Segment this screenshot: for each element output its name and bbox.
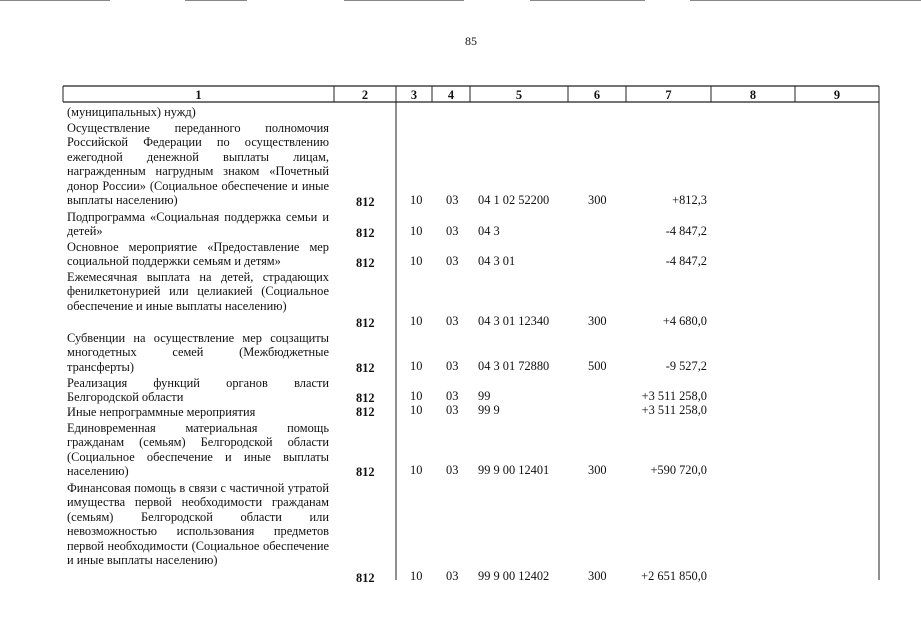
table-cell-amount: +4 680,0: [662, 314, 707, 328]
table-cell-code: 812: [356, 226, 375, 240]
table-cell-section: 10: [410, 389, 423, 403]
table-cell-code: 812: [356, 316, 375, 330]
table-cell-section: 10: [410, 224, 423, 238]
table-cell-section: 10: [410, 403, 423, 417]
col-header-5: 5: [515, 88, 523, 102]
table-cell-type: 300: [588, 193, 607, 207]
table-row-description: Единовременная материальная помощь гражданам (семьям) Белгородской области (Социальное обеспечение и иные выплаты населению): [67, 421, 329, 479]
table-cell-target: 04 1 02 52200: [478, 193, 550, 207]
page-number: 85: [465, 34, 477, 48]
table-cell-amount: -4 847,2: [665, 224, 707, 238]
table-cell-code: 812: [356, 256, 375, 270]
col-header-9: 9: [833, 88, 841, 102]
table-cell-amount: +3 511 258,0: [641, 403, 707, 417]
table-cell-section: 10: [410, 254, 423, 268]
table-cell-subsection: 03: [446, 403, 459, 417]
table-cell-subsection: 03: [446, 193, 459, 207]
table-cell-section: 10: [410, 314, 423, 328]
table-cell-code: 812: [356, 465, 375, 479]
table-cell-amount: +812,3: [672, 193, 707, 207]
col-header-3: 3: [410, 88, 418, 102]
table-cell-code: 812: [356, 391, 375, 405]
table-row-description: (муниципальных) нужд): [67, 105, 196, 119]
table-cell-subsection: 03: [446, 389, 459, 403]
col-header-7: 7: [665, 88, 672, 102]
table-row-description: Финансовая помощь в связи с частичной утратой имущества первой необходимости гражданам (семьям) Белгородской области или невозможностью использования предметов первой необходимости (Социальное обеспечение и иные выплаты населению): [67, 481, 329, 568]
table-cell-amount: +3 511 258,0: [641, 389, 707, 403]
table-cell-subsection: 03: [446, 314, 459, 328]
table-cell-section: 10: [410, 193, 423, 207]
table-row-description: Осуществление переданного полномочия Российской Федерации по осуществлению ежегодной денежной выплаты лицам, награжденным нагрудным знаком «Почетный донор России» (Социальное обеспечение и иные выплаты населению): [67, 121, 329, 208]
table-row-description: Субвенции на осуществление мер соцзащиты многодетных семей (Межбюджетные трансферты): [67, 331, 329, 374]
table-cell-code: 812: [356, 405, 375, 419]
table-cell-subsection: 03: [446, 569, 459, 583]
table-row-description: Подпрограмма «Социальная поддержка семьи и детей»: [67, 210, 329, 239]
table-cell-target: 04 3: [478, 224, 500, 238]
col-header-8: 8: [749, 88, 757, 102]
table-row-description: Основное мероприятие «Предоставление мер социальной поддержки семьям и детям»: [67, 240, 329, 269]
col-header-1: 1: [195, 88, 202, 102]
col-header-2: 2: [361, 88, 369, 102]
table-cell-subsection: 03: [446, 224, 459, 238]
table-row-description: Иные непрограммные мероприятия: [67, 405, 256, 419]
table-cell-target: 99: [478, 389, 491, 403]
table-cell-target: 99 9: [478, 403, 500, 417]
table-cell-subsection: 03: [446, 254, 459, 268]
table-cell-type: 500: [588, 359, 607, 373]
table-cell-target: 99 9 00 12402: [478, 569, 550, 583]
table-cell-target: 04 3 01: [478, 254, 516, 268]
table-cell-subsection: 03: [446, 463, 459, 477]
table-cell-type: 300: [588, 569, 607, 583]
table-cell-code: 812: [356, 571, 375, 585]
table-cell-code: 812: [356, 195, 375, 209]
table-row-description: Ежемесячная выплата на детей, страдающих фенилкетонурией или целиакией (Социальное обеспечение и иные выплаты населению): [67, 270, 329, 313]
table-cell-section: 10: [410, 359, 423, 373]
table-cell-type: 300: [588, 463, 607, 477]
table-cell-section: 10: [410, 463, 423, 477]
table-cell-type: 300: [588, 314, 607, 328]
table-cell-target: 04 3 01 72880: [478, 359, 550, 373]
table-cell-amount: +590 720,0: [650, 463, 707, 477]
table-cell-code: 812: [356, 361, 375, 375]
table-row-description: Реализация функций органов власти Белгородской области: [67, 376, 329, 405]
table-cell-amount: -9 527,2: [665, 359, 707, 373]
table-cell-target: 04 3 01 12340: [478, 314, 550, 328]
col-header-4: 4: [447, 88, 455, 102]
table-cell-section: 10: [410, 569, 423, 583]
col-header-6: 6: [593, 88, 601, 102]
table-cell-amount: +2 651 850,0: [641, 569, 707, 583]
table-cell-target: 99 9 00 12401: [478, 463, 550, 477]
table-cell-amount: -4 847,2: [665, 254, 707, 268]
table-cell-subsection: 03: [446, 359, 459, 373]
